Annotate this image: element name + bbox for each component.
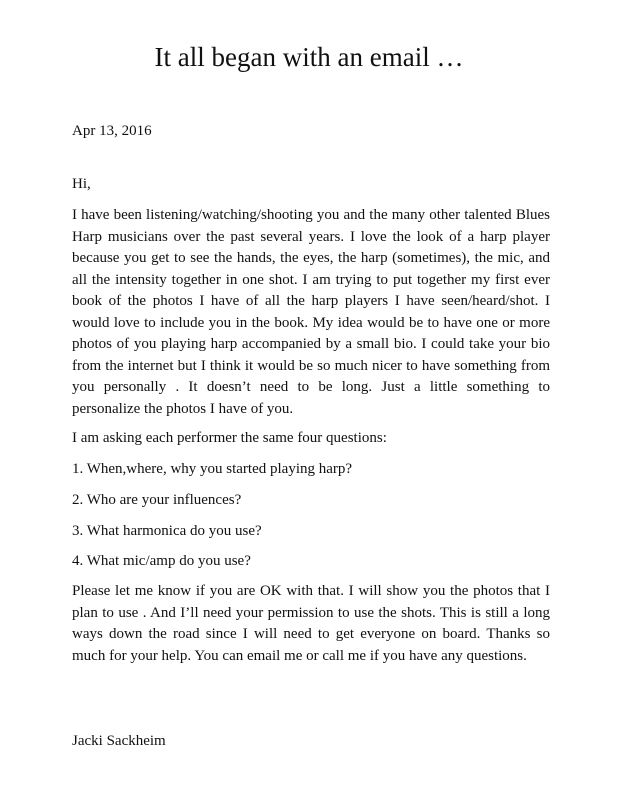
closing-paragraph: Please let me know if you are OK with that. I will show you the photos that I plan to use . And I’ll need your permission to use the shots. This is still a long ways down the road since I will need to get everyone on board. Thanks so much for your help. You can email me or call me if you have any questions. xyxy=(72,583,550,664)
email-date: Apr 13, 2016 xyxy=(72,123,152,139)
question-item: 2. Who are your influences? xyxy=(72,492,242,508)
questions-intro: I am asking each performer the same four questions: xyxy=(72,430,387,446)
page-title: It all began with an email … xyxy=(154,42,464,72)
question-item: 1. When,where, why you started playing harp? xyxy=(72,461,353,477)
intro-paragraph: I have been listening/watching/shooting you and the many other talented Blues Harp musicians over the past several years. I love the look of a harp player because you get to see the hands, the eyes, the harp (sometimes), the mic, and all the intensity together in one shot. I am trying to put together my first ever book of the photos I have of all the harp players I have seen/heard/shot. I would love to include you in the book. My idea would be to have one or more photos of you playing harp accompanied by a small bio. I could take your bio from the internet but I think it would be so much nicer to have something from you personally . It doesn’t need to be long. Just a little something to personalize the photos I have of you. xyxy=(72,207,550,417)
question-item: 4. What mic/amp do you use? xyxy=(72,553,251,569)
question-item: 3. What harmonica do you use? xyxy=(72,523,262,539)
greeting: Hi, xyxy=(72,176,91,192)
signature: Jacki Sackheim xyxy=(72,733,166,749)
